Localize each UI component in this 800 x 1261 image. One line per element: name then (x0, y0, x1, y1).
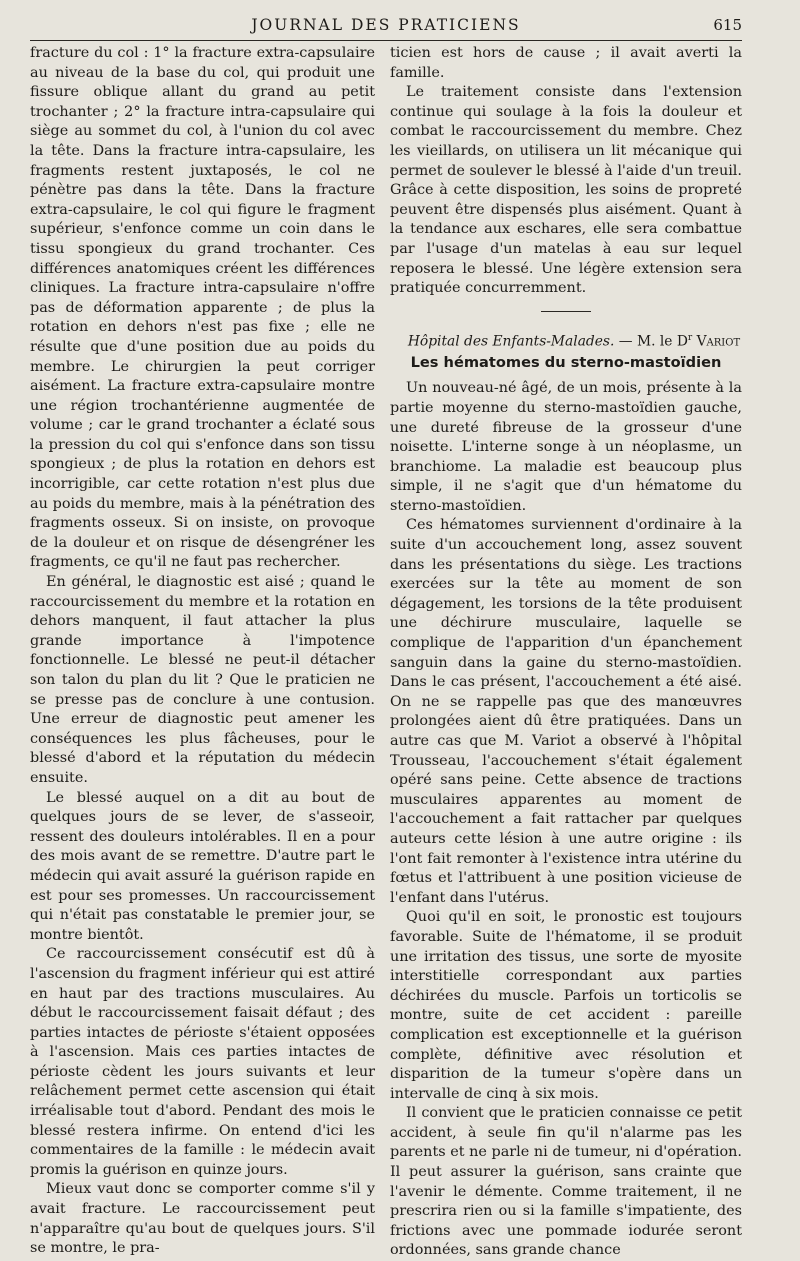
page-number: 615 (713, 16, 742, 34)
paragraph: Ce raccourcissement consécutif est dû à l'ascension du fragment inférieur qui est attiré en haut par des tractions musculaires. Au début le raccourcissement faisait défaut ; des parties intactes de périoste s'étaient opposées à l'ascension. Mais ces parties intactes de périoste cèdent les jours suivants et leur relâchement permet cette ascension qui était irréalisable tout d'abord. Pendant des mois le blessé restera infirme. On entend d'ici les commentaires de la famille : le médecin avait promis la guérison en quinze jours. (30, 946, 375, 1178)
hospital-name: Hôpital des Enfants-Malades. (407, 333, 615, 350)
paragraph: Il convient que le praticien connaisse ce petit accident, à seule fin qu'il n'alarme pas les parents et ne parle ni de tumeur, ni d'opération. Il peut assurer la guérison, sans crainte que l'avenir le démente. Comme traitement, il ne prescrira rien ou si la famille s'impatiente, des frictions avec une pommade iodurée seront ordonnées, sans grande chance (390, 1105, 742, 1259)
article-title: Les hématomes du sterno-mastoïdien (410, 354, 722, 372)
paragraph: Le traitement consiste dans l'extension continue qui soulage à la fois la douleur et combat le raccourcissement du membre. Chez les vieillards, on utilisera un lit mécanique qui permet de soulever le blessé à l'aide d'un treuil. Grâce à cette disposition, les soins de propreté peuvent être dispensés plus aisément. Quant à la tendance aux eschares, elle sera combattue par l'usage d'un matelas à eau sur lequel reposera le blessé. Une légère extension sera pratiquée concurremment. (390, 84, 742, 297)
paragraph: Quoi qu'il en soit, le pronostic est toujours favorable. Suite de l'hématome, il se produit une irritation des tissus, une sorte de myosite interstitielle correspondant aux parties déchirées du muscle. Parfois un torticolis se montre, suite de cet accident : pareille complication est exceptionnelle et la guérison complète, définitive avec résolution et disparition de la tumeur s'opère dans un intervalle de cinq à six mois. (390, 909, 742, 1102)
paragraph: Le blessé auquel on a dit au bout de quelques jours de se lever, de s'asseoir, ressent des douleurs intolérables. Il en a pour des mois avant de se remettre. D'autre part le médecin qui avait assuré la guérison rapide en est pour ses promesses. Un raccourcissement qui n'était pas constatable le premier jour, se montre bientôt. (30, 789, 375, 943)
section-separator (541, 311, 591, 312)
author-name: Variot (692, 333, 741, 350)
paragraph: Mieux vaut donc se comporter comme s'il y avait fracture. Le raccourcissement peut n'apparaître qu'au bout de quelques jours. S'il se montre, le pra- (30, 1181, 375, 1257)
journal-title: JOURNAL DES PRATICIENS (251, 16, 521, 34)
left-column (30, 44, 375, 1259)
byline-sup: r (687, 332, 693, 343)
paragraph-continuation: ticien est hors de cause ; il avait averti la famille. (390, 45, 742, 81)
hospital-byline (390, 328, 742, 352)
right-column (390, 44, 742, 1261)
paragraph: fracture du col : 1° la fracture extra-capsulaire au niveau de la base du col, qui produit une fissure oblique allant du grand au petit trochanter ; 2° la fracture intra-capsulaire qui siège au sommet du col, à l'union du col avec la tête. Dans la fracture intra-capsulaire, les fragments restent juxtaposés, le col ne pénètre pas dans la tête. Dans la fracture extra-capsulaire, le col qui figure le fragment supérieur, s'enfonce comme un coin dans le tissu spongieux du grand trochanter. Ces différences anatomiques créent les différences cliniques. La fracture intra-capsulaire n'offre pas de déformation apparente ; de plus la rotation en dehors n'est pas fixe ; elle ne résulte que d'une position due au poids du membre. Le chirurgien la peut corriger aisément. La fracture extra-capsulaire montre une région trochantérienne augmentée de volume ; car le grand trochanter a éclaté sous la pression du col qui s'enfonce dans son tissu spongieux ; de plus la rotation en dehors est incorrigible, car cette rotation n'est plus due au poids du membre, mais à la pénétration des fragments osseux. Si on insiste, on provoque de la douleur et on risque de désengréner les fragments, ce qu'il ne faut pas rechercher. (30, 45, 375, 571)
byline-dash: — M. le D (614, 333, 688, 350)
paragraph: Un nouveau-né âgé, de un mois, présente à la partie moyenne du sterno-mastoïdien gauche, une dureté fibreuse de la grosseur d'une noisette. L'interne songe à un néoplasme, un branchiome. La maladie est beaucoup plus simple, il ne s'agit que d'un hématome du sterno-mastoïdien. (390, 380, 742, 514)
page-header (30, 10, 742, 40)
header-rule (30, 40, 742, 41)
paragraph: En général, le diagnostic est aisé ; quand le raccourcissement du membre et la rotation en dehors manquent, il faut attacher la plus grande importance à l'impotence fonctionnelle. Le blessé ne peut-il détacher son talon du plan du lit ? Que le praticien ne se presse pas de conclure à une contusion. Une erreur de diagnostic peut amener les conséquences les plus fâcheuses, pour le blessé d'abord et la réputation du médecin ensuite. (30, 574, 375, 786)
paragraph: Ces hématomes surviennent d'ordinaire à la suite d'un accouchement long, assez souvent dans les présentations du siège. Les tractions exercées sur la tête au moment de son dégagement, les torsions de la tête produisent une déchirure musculaire, laquelle se complique de l'apparition d'un épanchement sanguin dans la gaine du sterno-mastoïdien. Dans le cas présent, l'accouchement a été aisé. On ne se rappelle pas que des manœuvres prolongées aient dû être pratiquées. Dans un autre cas que M. Variot a observé à l'hôpital Trousseau, l'accouchement s'était également opéré sans peine. Cette absence de tractions musculaires apparentes au moment de l'accouchement a fait rattacher par quelques auteurs cette lésion à une autre origine : ils l'ont fait remonter à l'existence intra utérine du fœtus et l'attribuent à une position vicieuse de l'enfant dans l'utérus. (390, 517, 742, 906)
